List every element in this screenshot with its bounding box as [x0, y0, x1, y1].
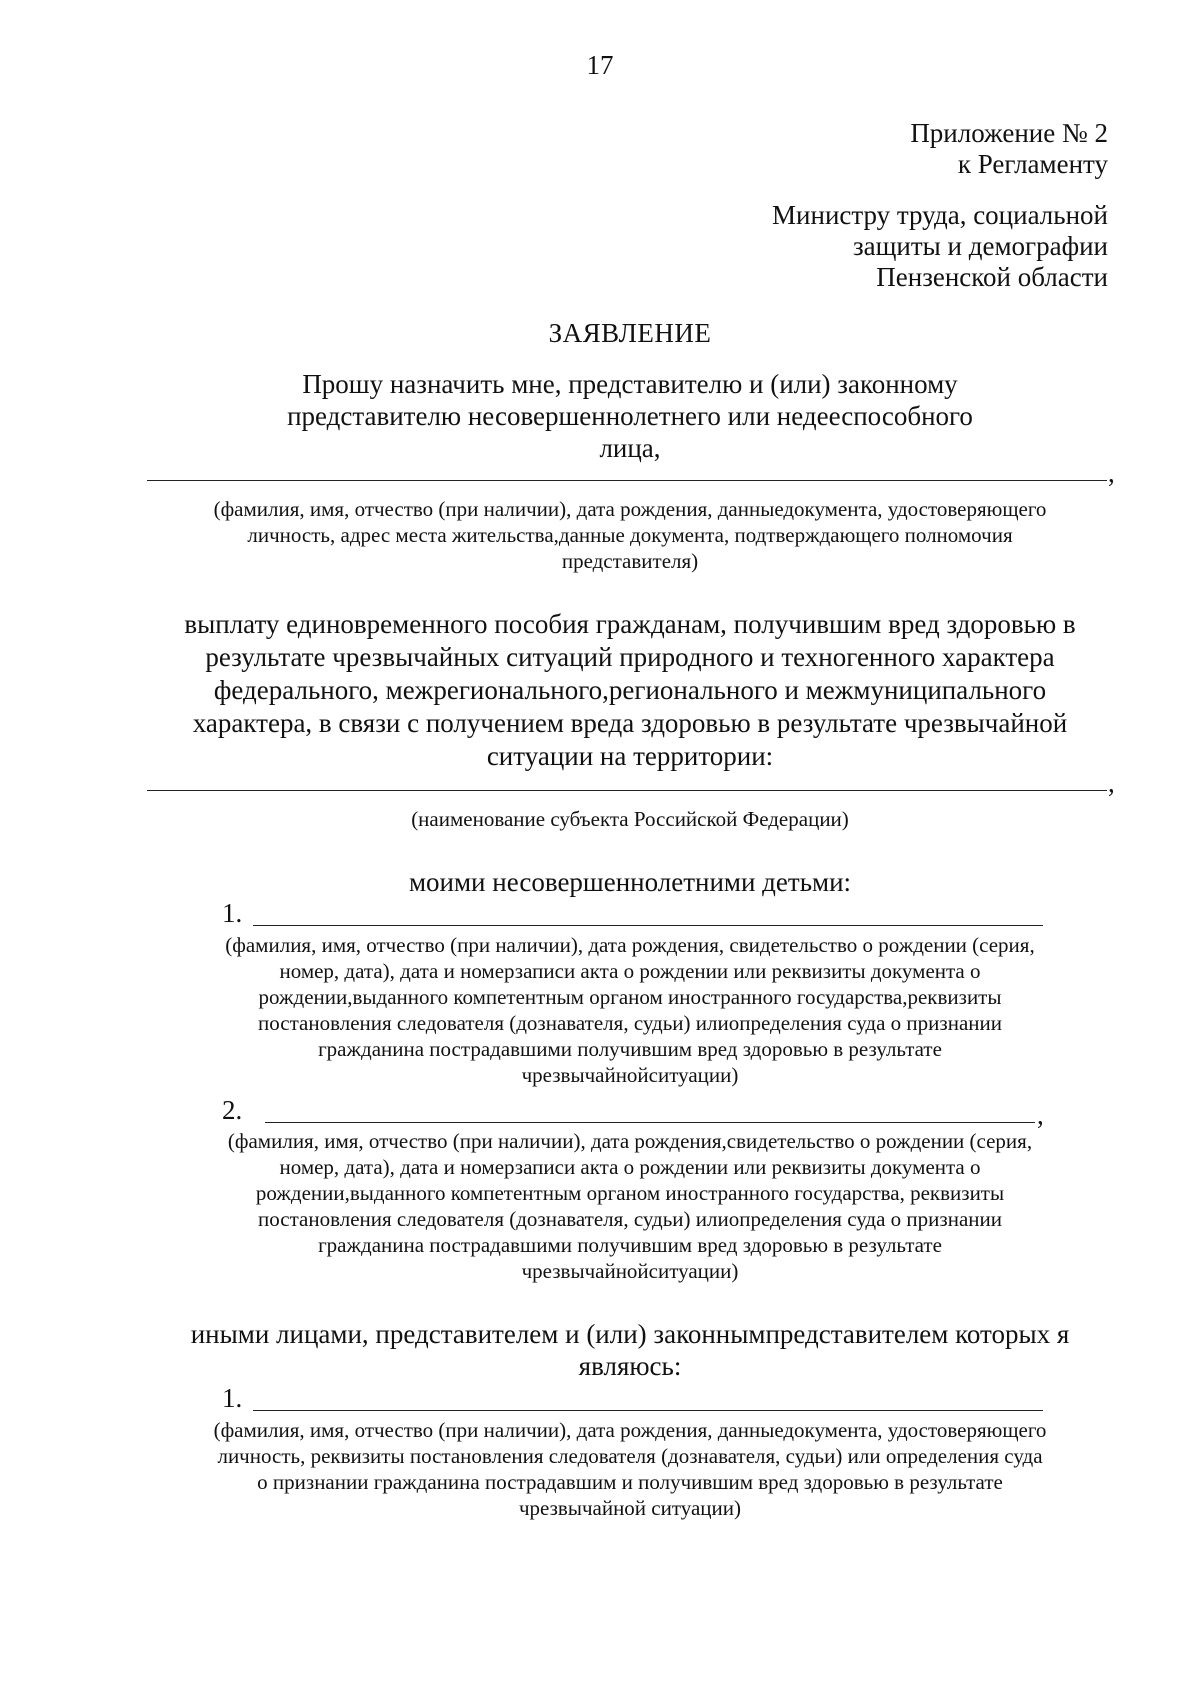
annex-line-2: к Регламенту: [957, 149, 1108, 179]
payment-line-3: федерального, межрегионального,регионального и межмуниципального: [213, 675, 1047, 705]
addressee-block: [772, 200, 1108, 293]
child-2-note-line-6: чрезвычайнойситуации): [521, 1259, 739, 1283]
child-2-fill-line[interactable]: [265, 1122, 1035, 1123]
page-number: 17: [586, 50, 614, 80]
others-heading-line-1: иными лицами, представителем и (или) законнымпредставителем которых я: [190, 1319, 1070, 1349]
request-line-3: лица,: [599, 433, 661, 463]
other-1-note-line-1: (фамилия, имя, отчество (при наличии), дата рождения, данныедокумента, удостоверяющего: [213, 1418, 1047, 1442]
request-paragraph: [0, 368, 1200, 464]
child-2-note-line-5: гражданина пострадавшими получившим вред здоровью в результате: [318, 1233, 942, 1257]
child-2-note-line-2: номер, дата), дата и номерзаписи акта о рождении или реквизиты документа о: [279, 1155, 981, 1179]
applicant-note-line-2: личность, адрес места жительства,данные документа, подтверждающего полномочия: [247, 523, 1013, 547]
other-1-note-line-2: личность, реквизиты постановления следователя (дознавателя, судьи) или определения суда: [217, 1444, 1043, 1468]
addressee-line-2: защиты и демографии: [852, 231, 1108, 261]
annex-reference: [910, 118, 1108, 180]
others-heading-line-2: являюсь:: [578, 1351, 682, 1381]
others-heading: [0, 1318, 1200, 1382]
other-1-note-line-4: чрезвычайной ситуации): [518, 1496, 742, 1520]
child-1-note: [0, 932, 1200, 1088]
addressee-line-3: Пензенской области: [876, 262, 1108, 292]
child-2-note-line-1: (фамилия, имя, отчество (при наличии), дата рождения,свидетельство о рождении (серия,: [227, 1129, 1033, 1153]
request-line-1: Прошу назначить мне, представителю и (или) законному: [302, 369, 958, 399]
child-1-number: 1.: [222, 898, 243, 928]
child-1-note-line-5: гражданина пострадавшими получившим вред здоровью в результате: [318, 1037, 942, 1061]
child-1-note-line-3: рождении,выданного компетентным органом иностранного государства,реквизиты: [258, 985, 1002, 1009]
applicant-note-line-1: (фамилия, имя, отчество (при наличии), дата рождения, данныедокумента, удостоверяющего: [213, 497, 1047, 521]
child-2-note-line-3: рождении,выданного компетентным органом иностранного государства, реквизиты: [255, 1181, 1005, 1205]
child-1-note-line-2: номер, дата), дата и номерзаписи акта о рождении или реквизиты документа о: [279, 959, 981, 983]
other-1-fill-line[interactable]: [253, 1410, 1043, 1411]
other-1-note-line-3: о признании гражданина пострадавшим и получившим вред здоровью в результате: [257, 1470, 1003, 1494]
region-comma: ,: [1108, 768, 1115, 798]
request-line-2: представителю несовершеннолетнего или недееспособного: [287, 401, 973, 431]
child-1-note-line-6: чрезвычайнойситуации): [521, 1063, 739, 1087]
payment-line-2: результате чрезвычайных ситуаций природного и техногенного характера: [205, 642, 1055, 672]
other-1-note: [0, 1417, 1200, 1521]
other-1-number: 1.: [222, 1383, 243, 1413]
document-title: ЗАЯВЛЕНИЕ: [548, 318, 712, 348]
child-2-note-line-4: постановления следователя (дознавателя, судьи) илиопределения суда о признании: [258, 1207, 1002, 1231]
region-note: (наименование субъекта Российской Федерации): [411, 807, 849, 831]
applicant-note-line-3: представителя): [561, 549, 699, 573]
addressee-line-1: Министру труда, социальной: [772, 200, 1108, 230]
applicant-comma: ,: [1108, 458, 1115, 488]
child-2-note: [0, 1128, 1200, 1284]
region-fill-line[interactable]: [147, 790, 1107, 791]
child-2-comma: ,: [1037, 1100, 1044, 1130]
payment-line-1: выплату единовременного пособия гражданам, получившим вред здоровью в: [184, 609, 1076, 639]
child-1-note-line-4: постановления следователя (дознавателя, судьи) илиопределения суда о признании: [258, 1011, 1002, 1035]
applicant-note: [0, 496, 1200, 574]
applicant-fill-line[interactable]: [147, 480, 1107, 481]
child-1-note-line-1: (фамилия, имя, отчество (при наличии), дата рождения, свидетельство о рождении (серия,: [225, 933, 1035, 957]
annex-line-1: Приложение № 2: [910, 118, 1108, 148]
payment-paragraph: [0, 608, 1200, 773]
payment-line-5: ситуации на территории:: [486, 741, 774, 771]
child-1-fill-line[interactable]: [253, 925, 1043, 926]
child-2-number: 2.: [222, 1095, 243, 1125]
payment-line-4: характера, в связи с получением вреда здоровью в результате чрезвычайной: [192, 708, 1068, 738]
children-heading: моими несовершеннолетними детьми:: [408, 867, 852, 897]
